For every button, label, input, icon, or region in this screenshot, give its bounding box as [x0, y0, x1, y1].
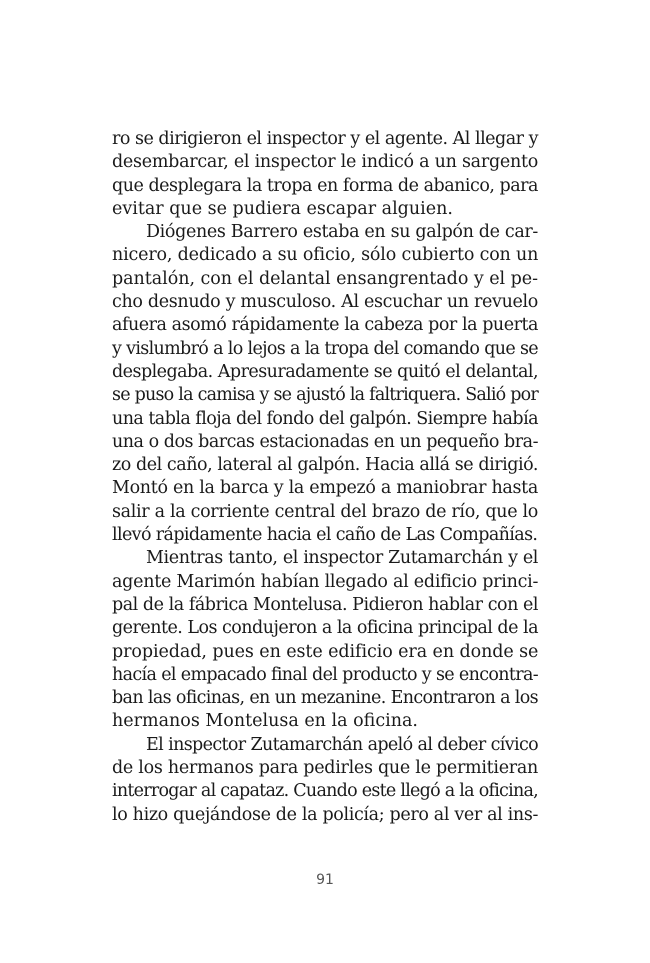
text-line: Montó en la barca y la empezó a maniobrar hasta: [112, 478, 538, 499]
body-text: [112, 128, 538, 827]
text-line: cho desnudo y musculoso. Al escuchar un revuelo: [112, 292, 538, 313]
paragraph: [112, 128, 538, 221]
text-line: lo hizo quejándose de la policía; pero al ver al ins-: [112, 804, 538, 825]
text-line: hermanos Montelusa en la oficina.: [112, 711, 418, 732]
text-line: interrogar al capataz. Cuando este llegó a la oficina,: [112, 781, 538, 802]
text-line: una o dos barcas estacionadas en un pequeño bra-: [112, 431, 538, 452]
paragraph: [112, 221, 538, 547]
text-line: que desplegara la tropa en forma de abanico, para: [112, 175, 538, 196]
text-line: nicero, dedicado a su oficio, sólo cubierto con un: [112, 245, 539, 266]
text-line: y vislumbró a lo lejos a la tropa del comando que se: [112, 338, 538, 359]
page-number: 91: [316, 872, 334, 888]
text-line: hacía el empacado final del producto y se encontra-: [112, 664, 538, 685]
paragraph: [112, 734, 538, 827]
text-line: se puso la camisa y se ajustó la faltriquera. Salió por: [112, 385, 538, 406]
text-line: desembarcar, el inspector le indicó a un sargento: [112, 152, 538, 173]
text-line: pantalón, con el delantal ensangrentado y el pe-: [112, 268, 538, 289]
text-line: ro se dirigieron el inspector y el agente. Al llegar y: [112, 129, 538, 149]
text-line: afuera asomó rápidamente la cabeza por la puerta: [112, 315, 538, 336]
text-line: propiedad, pues en este edificio era en donde se: [112, 641, 539, 662]
text-line: Diógenes Barrero estaba en su galpón de car-: [146, 222, 538, 243]
text-line: de los hermanos para pedirles que le permitieran: [112, 758, 538, 779]
text-line: ban las oficinas, en un mezanine. Encontraron a los: [112, 688, 538, 709]
paragraph: [112, 547, 538, 733]
text-line: gerente. Los condujeron a la oficina principal de la: [112, 618, 538, 639]
text-line: desplegaba. Apresuradamente se quitó el delantal,: [112, 361, 538, 382]
text-line: zo del caño, lateral al galpón. Hacia allá se dirigió.: [112, 455, 538, 476]
text-line: El inspector Zutamarchán apeló al deber cívico: [146, 734, 538, 755]
text-line: Mientras tanto, el inspector Zutamarchán y el: [146, 548, 538, 569]
text-line: agente Marimón habían llegado al edificio princi-: [112, 571, 539, 592]
text-line: pal de la fábrica Montelusa. Pidieron hablar con el: [112, 594, 538, 615]
text-line: salir a la corriente central del brazo de río, que lo: [112, 501, 538, 522]
text-line: evitar que se pudiera escapar alguien.: [112, 198, 453, 219]
text-line: llevó rápidamente hacia el caño de Las Compañías.: [112, 525, 538, 546]
text-line: una tabla floja del fondo del galpón. Siempre había: [112, 408, 538, 429]
